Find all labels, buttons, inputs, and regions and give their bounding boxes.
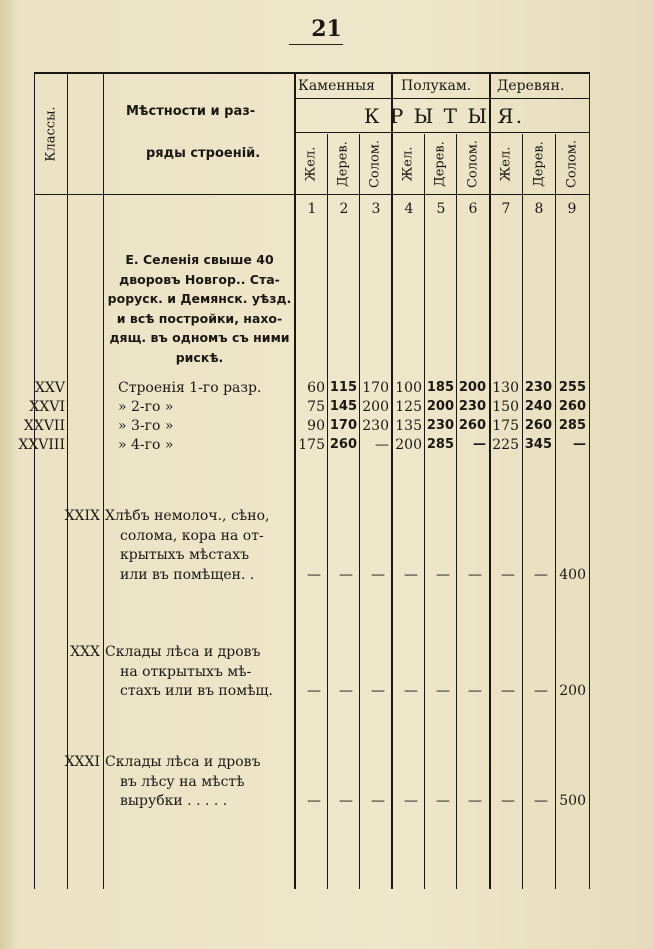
row-value: 230 xyxy=(362,418,389,434)
row-value: 200 xyxy=(458,380,486,395)
block-dash: — xyxy=(436,793,450,809)
row-value: 135 xyxy=(395,418,422,434)
row-value: 285 xyxy=(426,437,454,452)
row-value: — xyxy=(573,437,586,452)
section-e-line: рискѣ. xyxy=(175,349,224,365)
group-line-wood xyxy=(489,74,491,889)
row-class-numeral: XXVIII xyxy=(18,437,65,453)
row-value: 145 xyxy=(329,399,357,414)
row-label: Строенія 1-го разр. xyxy=(118,380,262,396)
subcol-header-1: Жел. xyxy=(303,146,319,182)
block-description-line: Склады лѣса и дровъ xyxy=(105,644,261,660)
row-value: 200 xyxy=(362,399,389,415)
col-line-9 xyxy=(555,134,556,889)
row-value: 260 xyxy=(329,437,357,452)
column-number-6: 6 xyxy=(468,201,478,217)
row-value: 115 xyxy=(329,380,357,395)
localities-header-line1: Мѣстности и раз- xyxy=(126,104,256,119)
row-value: — xyxy=(473,437,486,452)
page-number-rule xyxy=(289,44,343,45)
roofed-header: К Р Ы Т Ы Я. xyxy=(364,104,524,128)
row-value: 260 xyxy=(458,418,486,433)
tariff-table xyxy=(18,72,590,889)
section-e-heading xyxy=(105,250,294,367)
values-start-line xyxy=(294,74,296,889)
col-line-5 xyxy=(424,134,425,889)
block-dash: — xyxy=(404,683,418,699)
row-value: 185 xyxy=(426,380,454,395)
row-value: 130 xyxy=(492,380,519,396)
row-value: 285 xyxy=(558,418,586,433)
row-value: 200 xyxy=(426,399,454,414)
block-dash: — xyxy=(404,793,418,809)
row-value: 345 xyxy=(524,437,552,452)
col-line-6 xyxy=(456,134,457,889)
column-number-4: 4 xyxy=(404,201,414,217)
block-description-line: крытыхъ мѣстахъ xyxy=(120,547,250,563)
row-value: 260 xyxy=(558,399,586,414)
subcol-header-8: Дерев. xyxy=(531,141,547,187)
row-value: 90 xyxy=(307,418,325,434)
block-description-line: въ лѣсу на мѣстѣ xyxy=(120,773,245,790)
block-dash: — xyxy=(436,566,450,583)
subcol-header-7: Жел. xyxy=(498,146,514,182)
row-value: 170 xyxy=(329,418,357,433)
block-description-line: вырубки . . . . . xyxy=(120,793,228,809)
column-number-2: 2 xyxy=(339,201,349,217)
block-dash: — xyxy=(468,566,482,583)
group-half-header: Полукам. xyxy=(401,78,472,94)
block-description-line: или въ помѣщен. . xyxy=(120,566,255,583)
section-e-line: дворовъ Новгор.. Ста- xyxy=(119,271,280,287)
row-value: 200 xyxy=(395,437,422,453)
row-value: 225 xyxy=(492,437,519,453)
column-number-1: 1 xyxy=(307,201,317,217)
row-value: 170 xyxy=(362,380,389,396)
row-value: 230 xyxy=(426,418,454,433)
block-dash: — xyxy=(371,566,385,583)
block-description-line: Склады лѣса и дровъ xyxy=(105,754,261,770)
row-class-numeral: XXVII xyxy=(23,418,65,434)
section-e-line: дящ. въ одномъ съ ними xyxy=(109,330,290,345)
block-dash: — xyxy=(339,793,353,809)
row-class-numeral: XXVI xyxy=(29,399,65,415)
column-number-7: 7 xyxy=(501,201,511,217)
block-dash: — xyxy=(436,683,450,699)
header-bottom-rule xyxy=(34,194,590,195)
roofed-header-rule xyxy=(294,132,590,133)
group-line-half xyxy=(391,74,393,889)
block-dash: — xyxy=(307,683,321,699)
subcol-header-5: Дерев. xyxy=(432,141,448,187)
row-label: » 2-го » xyxy=(118,399,174,415)
row-value: 175 xyxy=(298,437,325,453)
row-value: — xyxy=(375,437,389,453)
row-value: 100 xyxy=(395,380,422,396)
row-value: 240 xyxy=(524,399,552,414)
block-dash: — xyxy=(371,683,385,699)
block-dash: — xyxy=(501,683,515,699)
col-line-2 xyxy=(327,134,328,889)
block-dash: — xyxy=(501,566,515,583)
localities-column-line xyxy=(103,74,104,889)
block-class-numeral: XXXI xyxy=(64,754,100,770)
row-value: 260 xyxy=(524,418,552,433)
block-dash: — xyxy=(534,566,548,583)
block-dash: — xyxy=(307,793,321,809)
subcol-header-6: Солом. xyxy=(465,139,481,189)
block-description-line: на открытыхъ мѣ- xyxy=(120,663,252,680)
column-number-8: 8 xyxy=(534,201,544,217)
row-class-numeral: XXV xyxy=(34,380,65,396)
block-dash: — xyxy=(468,683,482,699)
block-dash: — xyxy=(339,566,353,583)
subcol-header-3: Солом. xyxy=(367,139,383,189)
subcol-header-2: Дерев. xyxy=(335,141,351,187)
subcol-header-4: Жел. xyxy=(400,146,416,182)
block-description-line: Хлѣбъ немолоч., сѣно, xyxy=(105,508,270,524)
page-number: 21 xyxy=(311,16,342,42)
section-e-line: и всѣ постройки, нахо- xyxy=(116,310,283,326)
row-value: 230 xyxy=(458,399,486,414)
block-dash: — xyxy=(339,683,353,699)
block-dash: — xyxy=(468,793,482,809)
row-label: » 4-го » xyxy=(118,437,174,453)
block-dash: — xyxy=(534,683,548,699)
block-dash: — xyxy=(307,566,321,583)
section-e-line: роруск. и Демянск. уѣзд. xyxy=(107,291,292,306)
group-stone-header: Каменныя xyxy=(298,78,375,94)
block-value: 200 xyxy=(559,683,586,699)
block-description-line: солома, кора на от- xyxy=(120,527,264,544)
row-value: 60 xyxy=(307,380,325,396)
table-left-border xyxy=(34,74,35,889)
classes-header: Классы. xyxy=(43,106,59,162)
row-value: 230 xyxy=(524,380,552,395)
row-label: » 3-го » xyxy=(118,418,174,434)
localities-header-line2: ряды строеній. xyxy=(146,146,261,161)
row-value: 175 xyxy=(492,418,519,434)
section-e-line: Е. Селенія свыше 40 xyxy=(125,252,274,267)
table-right-border xyxy=(589,74,590,889)
group-header-rule xyxy=(294,98,590,99)
col-line-8 xyxy=(522,134,523,889)
block-value: 500 xyxy=(559,793,586,809)
block-dash: — xyxy=(534,793,548,809)
block-dash: — xyxy=(501,793,515,809)
row-value: 125 xyxy=(395,399,422,415)
block-class-numeral: XXIX xyxy=(64,508,100,524)
subcol-header-9: Солом. xyxy=(564,139,580,189)
block-dash: — xyxy=(371,793,385,809)
block-value: 400 xyxy=(559,566,586,583)
row-value: 255 xyxy=(558,380,586,395)
block-dash: — xyxy=(404,566,418,583)
col-line-3 xyxy=(359,134,360,889)
block-class-numeral: XXX xyxy=(70,644,100,660)
column-number-3: 3 xyxy=(371,201,381,217)
column-number-5: 5 xyxy=(436,201,446,217)
row-value: 150 xyxy=(492,399,519,415)
column-number-9: 9 xyxy=(567,201,577,217)
block-description-line: стахъ или въ помѣщ. xyxy=(120,683,273,699)
row-value: 75 xyxy=(307,399,325,415)
group-wood-header: Деревян. xyxy=(497,78,565,94)
